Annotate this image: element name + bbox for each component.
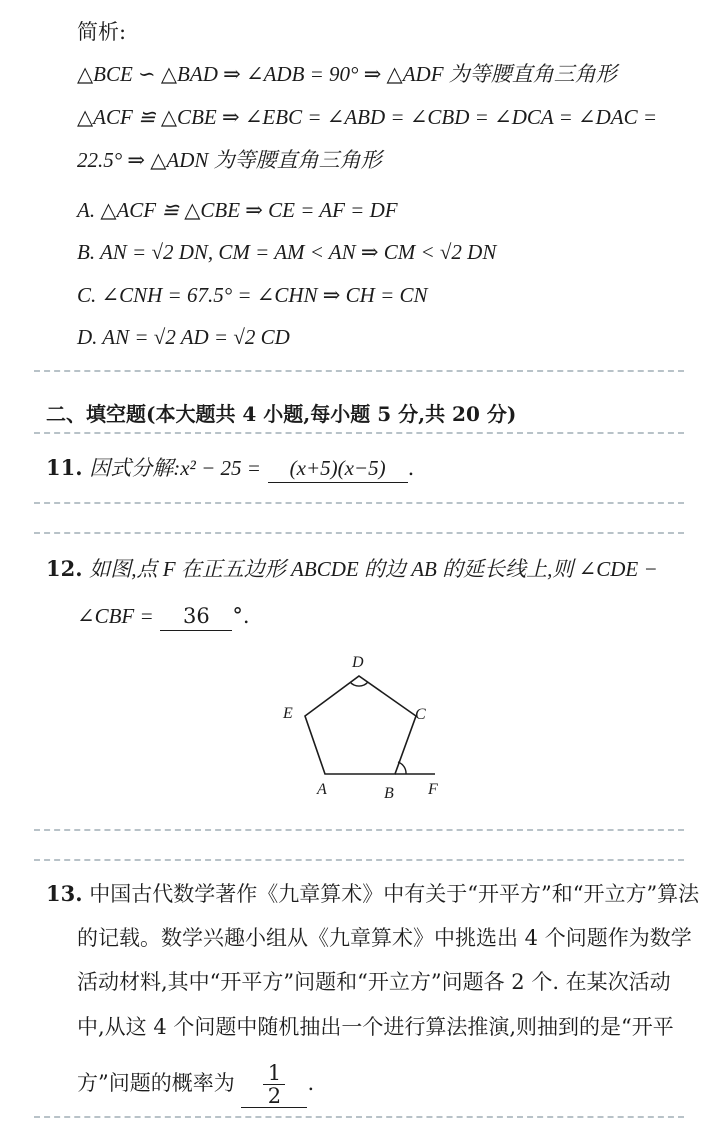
question-11 [46,454,414,483]
label-d: D [352,654,364,671]
question-13-line-3: 活动材料,其中“开平方”问题和“开立方”问题各 2 个. 在某次活动 [77,970,671,994]
angle-d-arc [350,682,368,686]
label-a: A [317,781,327,798]
analysis-line-1: △BCE ∽ △BAD ⇒ ∠ADB = 90° ⇒ △ADF 为等腰直角三角形 [77,62,617,86]
question-number: 12. [46,556,83,581]
answer-blank [241,1062,307,1108]
divider [34,432,684,434]
question-text: ∠CBF = [77,604,154,628]
question-13-line-2: 的记载。数学兴趣小组从《九章算术》中挑选出 4 个问题作为数学 [77,926,692,950]
question-13-line-1 [46,880,699,908]
question-end: . [307,1071,315,1095]
question-13-line-4: 中,从这 4 个问题中随机抽出一个进行算法推演,则抽到的是“开平 [77,1015,674,1039]
pentagon-figure [270,648,460,808]
analysis-line-2: △ACF ≌ △CBE ⇒ ∠EBC = ∠ABD = ∠CBD = ∠DCA = ∠DAC = [77,105,658,129]
label-b: B [384,785,394,802]
divider [34,1116,684,1118]
question-text: 如图,点 F 在正五边形 ABCDE 的边 AB 的延长线上,则 ∠CDE − [89,557,658,581]
question-text: 中国古代数学著作《九章算术》中有关于“开平方”和“开立方”算法 [89,882,700,906]
label-c: C [415,706,426,723]
label-e: E [283,705,293,722]
question-end: . [407,456,415,480]
fraction-denominator: 2 [267,1083,282,1108]
answer-blank: 36 [160,602,232,631]
question-12-line-1 [46,555,658,583]
analysis-line-3: 22.5° ⇒ △ADN 为等腰直角三角形 [77,148,382,172]
pentagon-shape [305,676,416,774]
analysis-option-c: C. ∠CNH = 67.5° = ∠CHN ⇒ CH = CN [77,283,428,307]
label-f: F [428,781,438,798]
analysis-heading: 简析: [77,20,127,44]
divider [34,502,684,504]
question-text: 方”问题的概率为 [77,1071,235,1095]
question-number: 11. [46,455,83,480]
analysis-option-d: D. AN = √2 AD = √2 CD [77,325,290,349]
section-title: 二、填空题(本大题共 4 小题,每小题 5 分,共 20 分) [46,402,517,426]
divider [34,370,684,372]
question-number: 13. [46,881,83,906]
question-12-line-2 [77,602,250,631]
answer-blank: (x+5)(x−5) [268,454,408,483]
divider [34,859,684,861]
analysis-option-a: A. △ACF ≌ △CBE ⇒ CE = AF = DF [77,198,398,222]
question-end: °. [232,604,250,628]
divider [34,829,684,831]
fraction-numerator: 1 [263,1062,285,1085]
question-13-line-5 [77,1060,314,1108]
question-prompt: 因式分解:x² − 25 = [89,456,261,480]
analysis-option-b: B. AN = √2 DN, CM = AM < AN ⇒ CM < √2 DN [77,240,497,264]
divider [34,532,684,534]
